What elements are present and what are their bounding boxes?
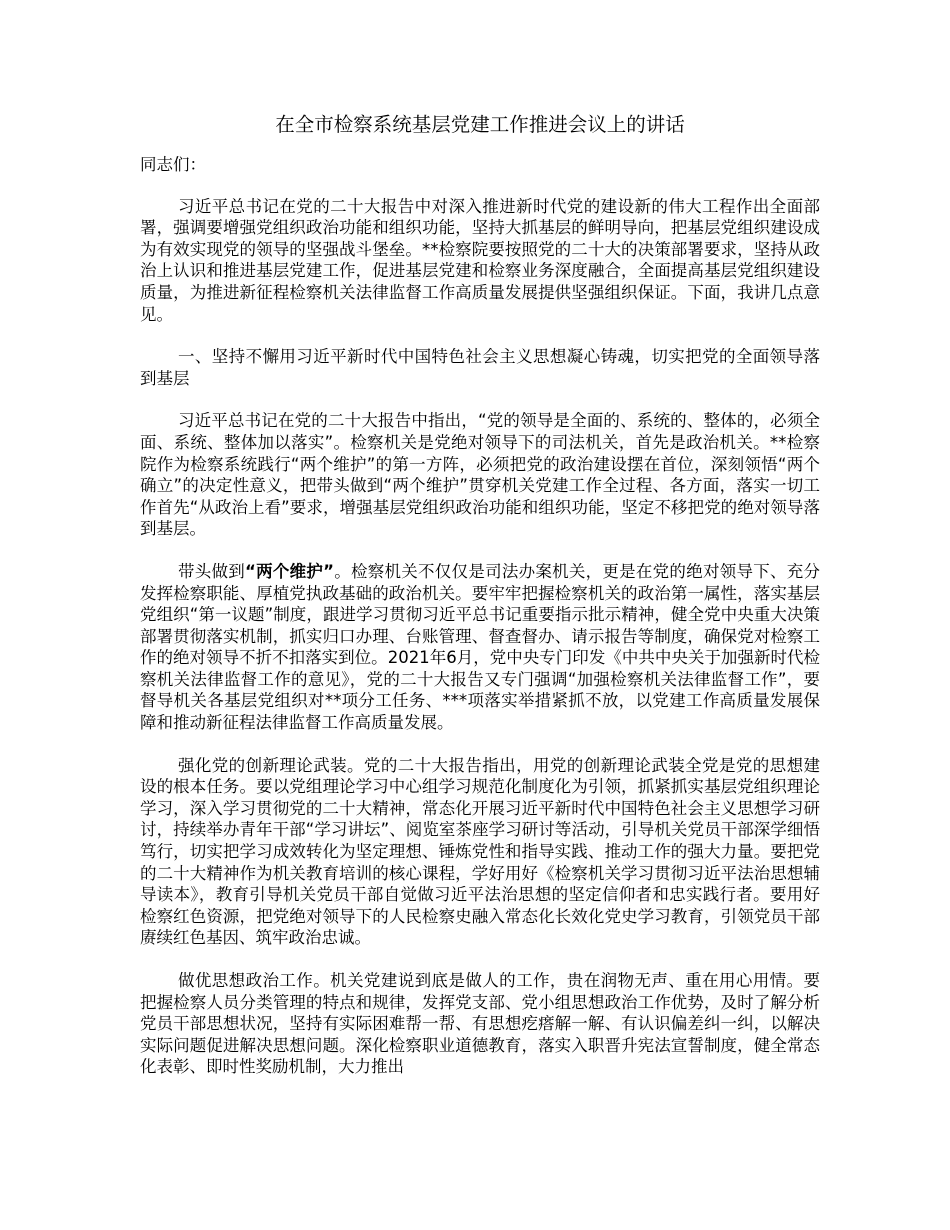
- document-title: 在全市检察系统基层党建工作推进会议上的讲话: [275, 113, 685, 136]
- paragraph-lead-bold: “两个维护”: [244, 561, 334, 581]
- salutation: 同志们：: [140, 155, 206, 174]
- paragraph-ideology: 做优思想政治工作。机关党建说到底是做人的工作，贵在润物无声、重在用心用情。要把握检察人员分类管理的特点和规律，发挥党支部、党小组思想政治工作优势，及时了解分析党员干部思想状况，坚持有实际困难帮一帮、有思想疙瘩解一解、有认识偏差纠一纠，以解决实际问题促进解决思想问题。深化检察职业道德教育，落实入职晋升宪法宣誓制度，健全常态化表彰、即时性奖励机制，大力推出: [140, 971, 820, 1077]
- paragraph-two-safeguards: [140, 561, 820, 734]
- paragraph-intro: 习近平总书记在党的二十大报告中对深入推进新时代党的建设新的伟大工程作出全面部署，强调要增强党组织政治功能和组织功能，坚持大抓基层的鲜明导向，把基层党组织建设成为有效实现党的领导的坚强战斗堡垒。**检察院要按照党的二十大的决策部署要求，坚持从政治上认识和推进基层党建工作，促进基层党建和检察业务深度融合，全面提高基层党组织建设质量，为推进新征程检察机关法律监督工作高质量发展提供坚强组织保证。下面，我讲几点意见。: [140, 196, 820, 324]
- paragraph-lead: 带头做到: [177, 561, 245, 581]
- paragraph-leadership: 习近平总书记在党的二十大报告中指出，“党的领导是全面的、系统的、整体的，必须全面、系统、整体加以落实”。检察机关是党绝对领导下的司法机关，首先是政治机关。**检察院作为检察系统践行“两个维护”的第一方阵，必须把党的政治建设摆在首位，深刻领悟“两个确立”的决定性意义，把带头做到“两个维护”贯穿机关党建工作全过程、各方面，落实一切工作首先“从政治上看”要求，增强基层党组织政治功能和组织功能，坚定不移把党的绝对领导落到基层。: [140, 411, 820, 539]
- paragraph-body: 。检察机关不仅仅是司法办案机关，更是在党的绝对领导下、充分发挥检察职能、厚植党执政基础的政治机关。要牢牢把握检察机关的政治第一属性，落实基层党组织“第一议题”制度，跟进学习贯彻习近平总书记重要指示批示精神，健全党中央重大决策部署贯彻落实机制，抓实归口办理、台账管理、督查督办、请示报告等制度，确保党对检察工作的绝对领导不折不扣落实到位。2021年6月，党中央专门印发《中共中央关于加强新时代检察机关法律监督工作的意见》，党的二十大报告又专门强调“加强检察机关法律监督工作”，要督导机关各基层党组织对**项分工任务、***项落实举措紧抓不放，以党建工作高质量发展保障和推动新征程法律监督工作高质量发展。: [140, 561, 821, 733]
- section-heading-1: 一、坚持不懈用习近平新时代中国特色社会主义思想凝心铸魂，切实把党的全面领导落到基层: [140, 347, 820, 388]
- document-page: [140, 112, 820, 1099]
- paragraph-theory: 强化党的创新理论武装。党的二十大报告指出，用党的创新理论武装全党是党的思想建设的根本任务。要以党组理论学习中心组学习规范化制度化为引领，抓紧抓实基层党组织理论学习，深入学习贯彻党的二十大精神，常态化开展习近平新时代中国特色社会主义思想学习研讨，持续举办青年干部“学习讲坛”、阅览室茶座学习研讨等活动，引导机关党员干部深学细悟笃行，切实把学习成效转化为坚定理想、锤炼党性和指导实践、推动工作的强大力量。要把党的二十大精神作为机关教育培训的核心课程，学好用好《检察机关学习贯彻习近平法治思想辅导读本》，教育引导机关党员干部自觉做习近平法治思想的坚定信仰者和忠实践行者。要用好检察红色资源，把党绝对领导下的人民检察史融入常态化长效化党史学习教育，引领党员干部赓续红色基因、筑牢政治忠诚。: [140, 755, 820, 948]
